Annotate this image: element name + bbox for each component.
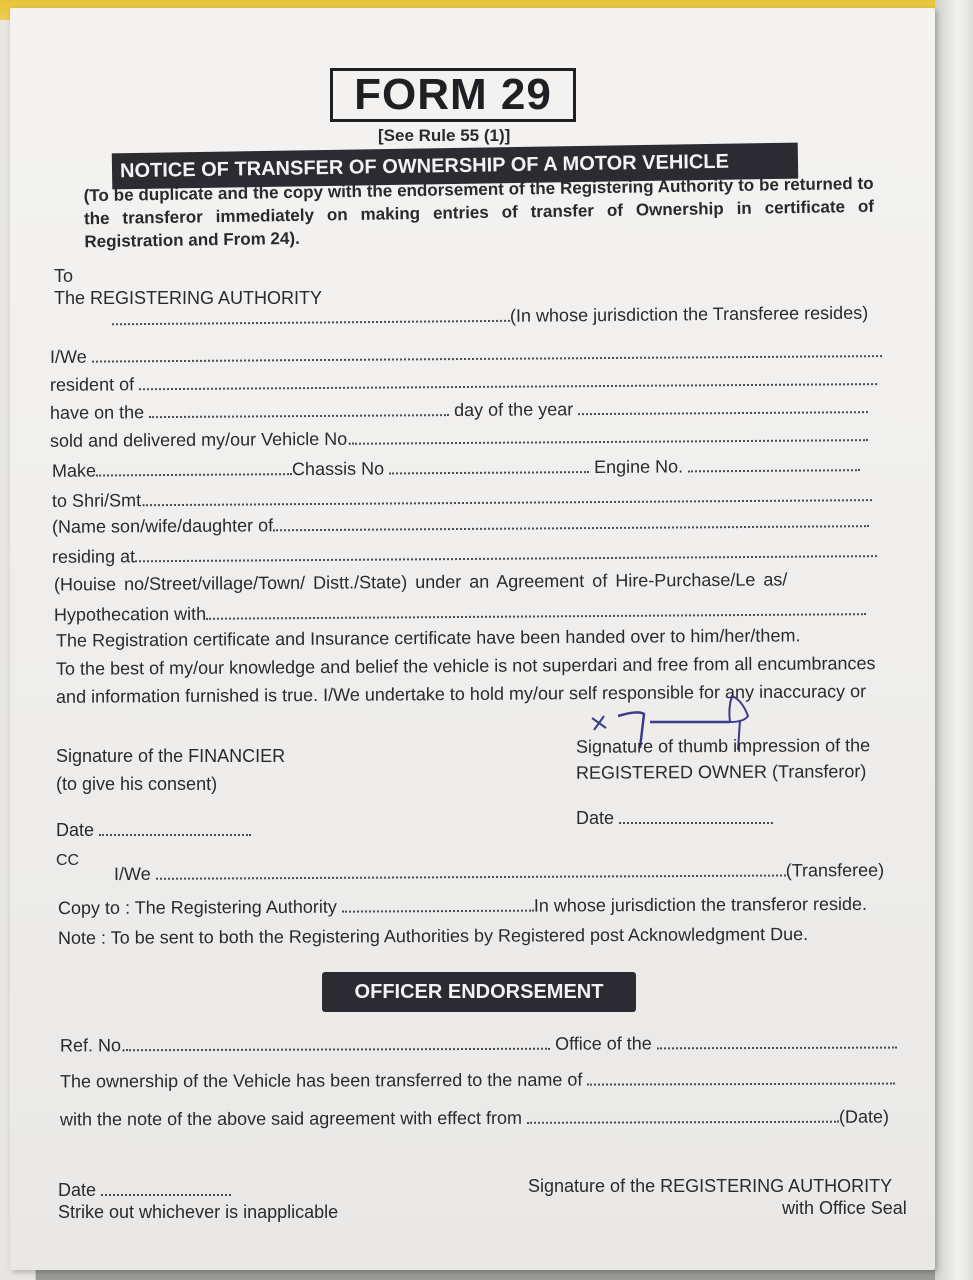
date-paren-label: (Date) bbox=[838, 1106, 889, 1127]
transferee-label: (Transferee) bbox=[785, 859, 885, 881]
date-left-row[interactable] bbox=[56, 820, 251, 841]
hypothecation-blank[interactable] bbox=[206, 601, 866, 620]
ref-no-row[interactable] bbox=[60, 1033, 897, 1057]
shri-blank[interactable] bbox=[146, 487, 872, 506]
to-label: To bbox=[54, 266, 74, 286]
final-date-row[interactable] bbox=[58, 1180, 231, 1201]
chassis-label: Chassis No bbox=[291, 458, 385, 480]
shri-label: to Shri/Smt. bbox=[51, 490, 147, 511]
have-on-blank[interactable] bbox=[149, 402, 449, 418]
handed-over-statement: The Registration certificate and Insurance certificate have been handed over to him/her/them. bbox=[55, 625, 801, 651]
hypothecation-label: Hypothecation with bbox=[53, 603, 207, 625]
chassis-blank[interactable] bbox=[389, 459, 589, 474]
resident-label: resident of bbox=[49, 374, 135, 395]
residing-blank[interactable] bbox=[135, 543, 877, 562]
vehicle-no-blank[interactable] bbox=[352, 427, 868, 445]
copy-to-blank[interactable] bbox=[342, 898, 534, 913]
officer-endorsement-title: OFFICER ENDORSEMENT bbox=[322, 972, 636, 1012]
owner-signature-label: Signature of thumb impression of the bbox=[575, 735, 871, 757]
strike-out-note: Strike out whichever is inapplicable bbox=[58, 1202, 339, 1222]
financier-signature-label: Signature of the FINANCIER bbox=[56, 746, 286, 766]
residing-label: residing at bbox=[51, 546, 136, 567]
cc-iwe-label: I/We bbox=[113, 863, 151, 885]
final-date-blank[interactable] bbox=[101, 1182, 231, 1196]
cc-iwe-row[interactable] bbox=[114, 860, 884, 885]
owner-label: REGISTERED OWNER (Transferor) bbox=[575, 761, 867, 783]
background-right-edge bbox=[935, 0, 973, 1280]
ownership-label: The ownership of the Vehicle has been transferred to the name of bbox=[59, 1069, 583, 1092]
notice-title-bar: NOTICE OF TRANSFER OF OWNERSHIP OF A MOTOR VEHICLE bbox=[112, 143, 798, 190]
ref-no-blank[interactable] bbox=[126, 1036, 550, 1051]
ref-no-label: Ref. No. bbox=[59, 1035, 127, 1056]
date-left-label: Date bbox=[56, 820, 95, 840]
name-son-blank[interactable] bbox=[273, 513, 869, 531]
name-son-label: (Name son/wife/daughter of bbox=[51, 515, 274, 537]
intro-paragraph: (To be duplicate and the copy with the endorsement of the Registering Authority to be returned to the transferor immediately on making entries of transfer of Ownership in certificate of Registration and From 24). bbox=[83, 173, 875, 252]
authority-signature-label: Signature of the REGISTERING AUTHORITY bbox=[528, 1176, 893, 1196]
info-true-statement: and information furnished is true. I/We undertake to hold my/our self responsible for any inaccuracy or bbox=[55, 681, 867, 707]
transferee-blank[interactable] bbox=[156, 862, 786, 879]
effect-from-label: with the note of the above said agreement with effect from bbox=[59, 1107, 522, 1130]
knowledge-statement: To the best of my/our knowledge and belief the vehicle is not superdari and free from all encumbrances bbox=[55, 653, 876, 679]
effect-from-row[interactable] bbox=[60, 1107, 889, 1131]
house-no-line: (Houise no/Street/village/Town/ Distt./State) under an Agreement of Hire-Purchase/Le as/ bbox=[53, 569, 788, 595]
make-blank[interactable] bbox=[96, 461, 292, 476]
date-right-label: Date bbox=[576, 808, 615, 828]
copy-to-tail: In whose jurisdiction the transferor reside. bbox=[533, 893, 868, 916]
office-of-label: Office of the bbox=[555, 1033, 652, 1054]
copy-to-row[interactable] bbox=[58, 894, 867, 919]
cc-label: CC bbox=[56, 852, 80, 869]
effect-from-blank[interactable] bbox=[527, 1109, 839, 1124]
engine-blank[interactable] bbox=[688, 457, 860, 472]
year-blank[interactable] bbox=[578, 399, 868, 415]
copy-to-label: Copy to : The Registering Authority bbox=[57, 896, 337, 919]
rule-reference: [See Rule 55 (1)] bbox=[378, 126, 511, 145]
make-label: Make bbox=[51, 460, 97, 481]
form-title: FORM 29 bbox=[330, 68, 576, 122]
office-blank[interactable] bbox=[657, 1035, 897, 1050]
engine-label: Engine No. bbox=[594, 456, 684, 478]
note-text: Note : To be sent to both the Registering Authorities by Registered post Acknowledgment Due. bbox=[57, 924, 809, 948]
have-on-label: have on the bbox=[49, 402, 145, 423]
day-of-year-label: day of the year bbox=[454, 399, 574, 421]
jurisdiction-blank[interactable] bbox=[112, 308, 510, 325]
financier-note: (to give his consent) bbox=[56, 774, 218, 794]
date-left-blank[interactable] bbox=[99, 822, 251, 836]
office-seal-label: with Office Seal bbox=[782, 1198, 907, 1218]
iwe-label: I/We bbox=[49, 346, 87, 367]
iwe-blank[interactable] bbox=[92, 343, 882, 363]
final-date-label: Date bbox=[58, 1180, 97, 1200]
ownership-blank[interactable] bbox=[587, 1071, 895, 1086]
date-right-row[interactable] bbox=[576, 808, 773, 829]
jurisdiction-label: (In whose jurisdiction the Transferee resides) bbox=[509, 302, 869, 326]
authority-label: The REGISTERING AUTHORITY bbox=[54, 288, 323, 308]
ownership-row[interactable] bbox=[60, 1069, 895, 1093]
resident-blank[interactable] bbox=[139, 371, 877, 390]
sold-label: sold and delivered my/our Vehicle No. bbox=[49, 428, 353, 451]
date-right-blank[interactable] bbox=[619, 810, 773, 824]
